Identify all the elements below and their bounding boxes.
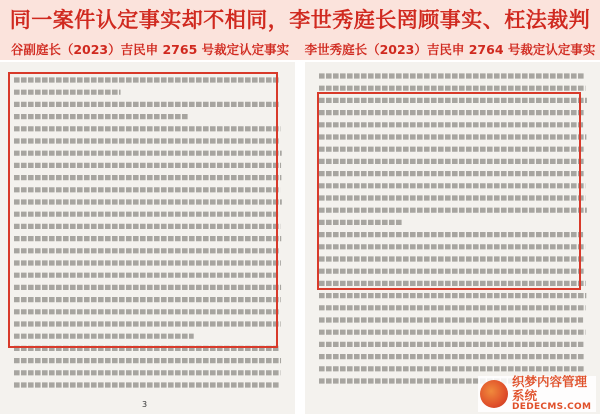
watermark-text bbox=[512, 375, 596, 412]
site-watermark bbox=[478, 376, 596, 412]
right-ruling-page bbox=[305, 62, 600, 414]
right-highlight-box bbox=[317, 92, 581, 290]
left-subtitle-bar bbox=[0, 38, 300, 60]
right-subtitle-bar bbox=[300, 38, 600, 60]
watermark-logo-icon bbox=[480, 380, 508, 408]
left-highlight-box bbox=[8, 72, 278, 348]
page-title: 同一案件认定事实却不相同，李世秀庭长罔顾事实、枉法裁判 bbox=[9, 8, 591, 32]
left-ruling-page bbox=[0, 62, 295, 414]
left-page-number: 3 bbox=[142, 400, 148, 409]
watermark-name: 织梦内容管理系统 bbox=[512, 374, 588, 404]
title-bar bbox=[0, 0, 600, 38]
right-ruling-subtitle: 李世秀庭长（2023）吉民申 2764 号裁定认定事实 bbox=[304, 42, 596, 57]
left-ruling-subtitle: 谷副庭长（2023）吉民申 2765 号裁定认定事实 bbox=[10, 42, 290, 57]
watermark-url: DEDECMS.COM bbox=[512, 401, 592, 412]
